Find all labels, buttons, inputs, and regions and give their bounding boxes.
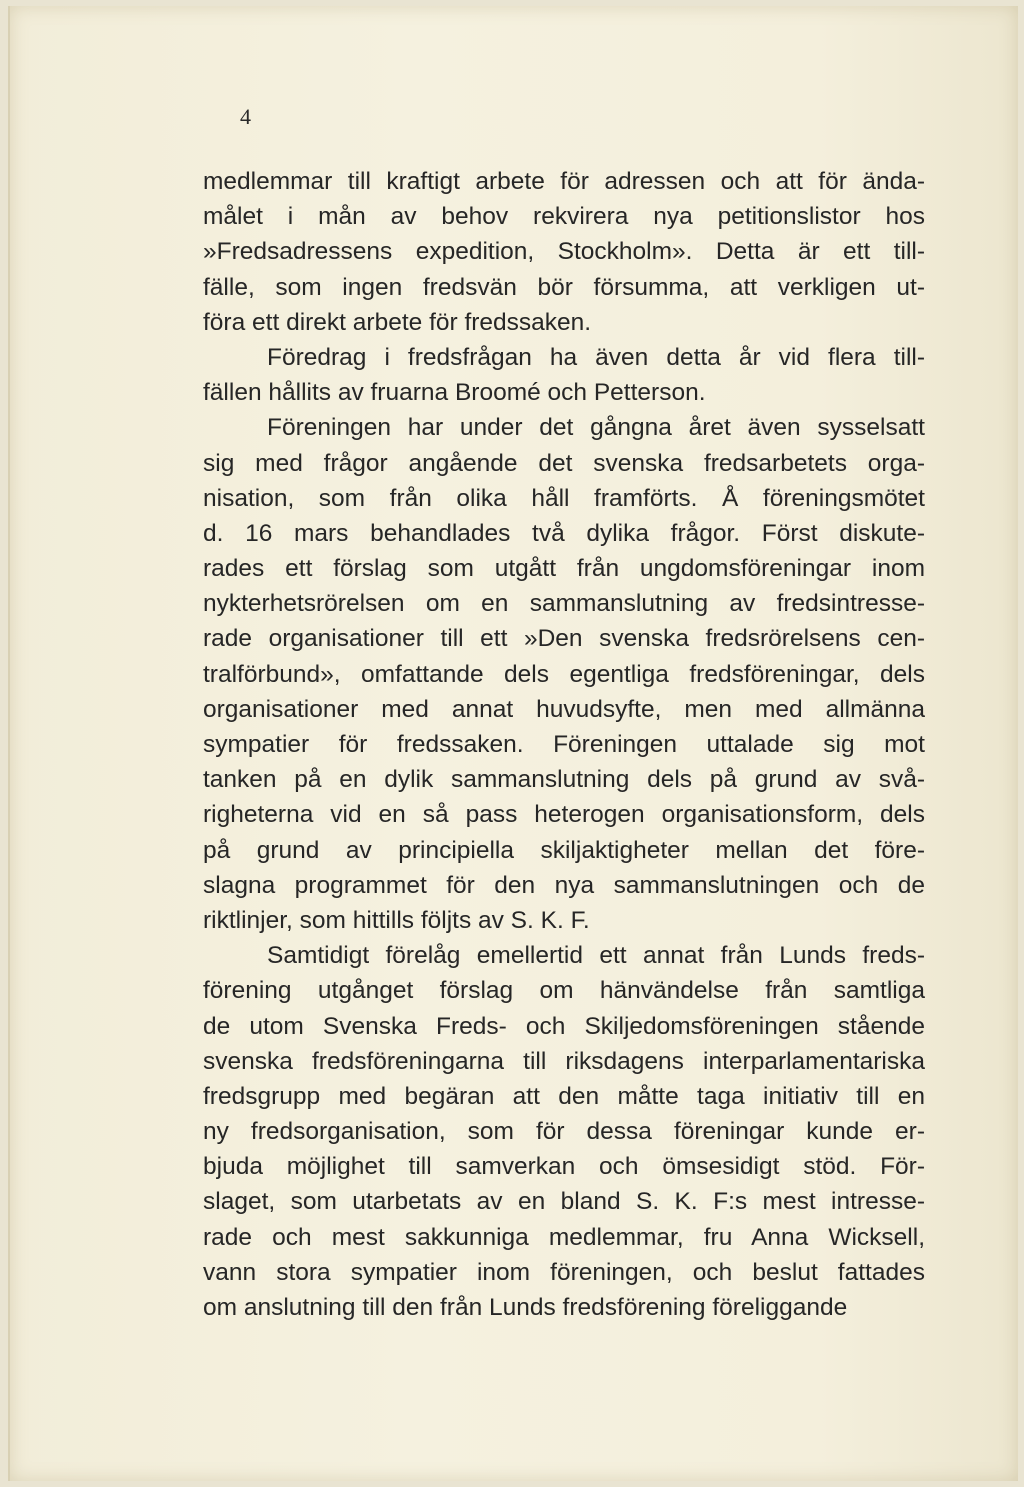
text-line: sympatier för fredssaken. Föreningen uttalade sig mot bbox=[203, 731, 925, 758]
text-line: om anslutning till den från Lunds fredsförening föreliggande bbox=[203, 1294, 848, 1321]
text-line: rade och mest sakkunniga medlemmar, fru Anna Wicksell, bbox=[203, 1223, 925, 1251]
text-line: »Fredsadressens expedition, Stockholm». Detta är ett till- bbox=[203, 238, 925, 266]
text-line: Samtidigt förelåg emellertid ett annat från Lunds freds- bbox=[267, 942, 925, 970]
paragraph bbox=[203, 340, 925, 410]
text-line: fälle, som ingen fredsvän bör försumma, att verkligen ut- bbox=[203, 273, 925, 301]
text-line: ny fredsorganisation, som för dessa föreningar kunde er- bbox=[203, 1118, 925, 1146]
paragraph bbox=[203, 164, 925, 340]
text-line: bjuda möjlighet till samverkan och ömsesidigt stöd. För- bbox=[203, 1153, 925, 1181]
text-line: fällen hållits av fruarna Broomé och Petterson. bbox=[203, 379, 706, 407]
paragraph bbox=[203, 410, 925, 938]
text-line: svenska fredsföreningarna till riksdagens interparlamentariska bbox=[203, 1047, 925, 1075]
text-line: de utom Svenska Freds- och Skiljedomsföreningen stående bbox=[203, 1012, 925, 1040]
text-line: föra ett direkt arbete för fredssaken. bbox=[203, 308, 592, 336]
text-line: förening utgånget förslag om hänvändelse från samtliga bbox=[203, 977, 925, 1005]
text-line: fredsgrupp med begäran att den måtte taga initiativ till en bbox=[203, 1082, 925, 1110]
text-line: Föredrag i fredsfrågan ha även detta år vid flera till- bbox=[267, 343, 925, 371]
text-line: rades ett förslag som utgått från ungdomsföreningar inom bbox=[203, 555, 925, 583]
page-number: 4 bbox=[240, 104, 251, 129]
text-line: sig med frågor angående det svenska fredsarbetets orga- bbox=[203, 449, 925, 477]
text-line: målet i mån av behov rekvirera nya petitionslistor hos bbox=[203, 203, 925, 231]
text-line: tanken på en dylik sammanslutning dels på grund av svå- bbox=[203, 766, 925, 794]
document-page bbox=[8, 6, 1018, 1481]
text-line: rade organisationer till ett »Den svenska fredsrörelsens cen- bbox=[203, 625, 925, 653]
text-line: medlemmar till kraftigt arbete för adressen och att för ända- bbox=[203, 168, 925, 195]
text-line: nisation, som från olika håll framförts. Å föreningsmötet bbox=[203, 484, 925, 512]
text-line: på grund av principiella skiljaktigheter mellan det före- bbox=[203, 836, 925, 864]
body-text bbox=[203, 164, 925, 1325]
text-line: slaget, som utarbetats av en bland S. K. F:s mest intresse- bbox=[203, 1188, 925, 1216]
text-line: vann stora sympatier inom föreningen, och beslut fattades bbox=[203, 1258, 925, 1286]
text-line: d. 16 mars behandlades två dylika frågor. Först diskute- bbox=[203, 519, 925, 547]
text-line: Föreningen har under det gångna året även sysselsatt bbox=[267, 414, 925, 442]
text-line: righeterna vid en så pass heterogen organisationsform, dels bbox=[203, 801, 925, 829]
text-line: slagna programmet för den nya sammanslutningen och de bbox=[203, 871, 925, 899]
text-line: organisationer med annat huvudsyfte, men med allmänna bbox=[203, 695, 925, 723]
text-line: riktlinjer, som hittills följts av S. K. F. bbox=[203, 906, 590, 934]
text-line: nykterhetsrörelsen om en sammanslutning av fredsintresse- bbox=[203, 590, 925, 618]
paragraph bbox=[203, 938, 925, 1325]
text-line: tralförbund», omfattande dels egentliga fredsföreningar, dels bbox=[203, 660, 925, 688]
